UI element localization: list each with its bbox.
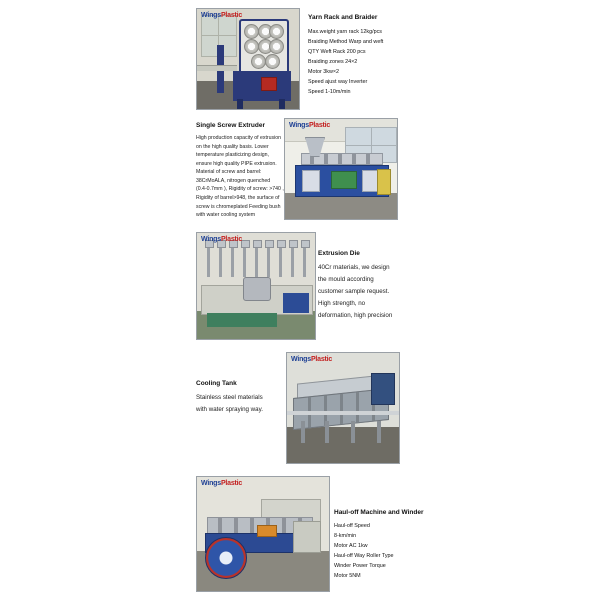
yarn-rack-braider-title: Yarn Rack and Braider (308, 14, 378, 21)
body-line: High production capacity of extrusion (196, 135, 282, 141)
yarn-rack-braider-specs (308, 27, 383, 97)
brand-word-plastic: Plastic (220, 236, 243, 243)
brand-word-wings: Wings (201, 12, 221, 19)
extrusion-die-photo (196, 232, 316, 340)
blue-cabinet (283, 293, 309, 313)
brand-word-plastic: Plastic (310, 356, 333, 363)
spec-line: Motor AC 1kw (334, 543, 368, 549)
green-control-panel (331, 171, 357, 189)
spec-line: Speed ajust way Inverter (308, 79, 368, 85)
body-line: with water cooling system (196, 212, 256, 219)
body-line: Stainless steel materials (196, 394, 263, 401)
orange-motor (257, 525, 277, 537)
brand-watermark (201, 12, 242, 19)
spec-line: Max.weight yarn rack 12kg/pcs (308, 29, 383, 35)
brand-watermark (201, 236, 242, 243)
brand-watermark (291, 356, 332, 363)
spec-line: Speed 1-10m/min (308, 89, 351, 95)
body-line: customer sample request. (318, 288, 390, 296)
haul-off-winder-photo (196, 476, 330, 592)
yellow-gearbox (377, 169, 391, 195)
body-line: ensure high quality PIPE extrusion. (196, 160, 277, 167)
body-line: 40Cr materials, we design (318, 264, 390, 271)
spec-line: 8-km/min (334, 533, 357, 539)
control-cabinet (371, 373, 395, 405)
spec-line: Winder Power Torque (334, 563, 386, 569)
green-floor-mat (207, 313, 277, 327)
winder-reel (205, 537, 247, 579)
brand-word-plastic: Plastic (308, 122, 331, 129)
brand-word-plastic: Plastic (220, 12, 243, 19)
body-line: 38CrMoALA, nitrogen quenched (196, 177, 271, 184)
body-line: deformation, high precision (318, 312, 393, 320)
brand-word-wings: Wings (289, 122, 309, 129)
single-screw-extruder-title: Single Screw Extruder (196, 122, 265, 129)
brand-watermark (201, 480, 242, 487)
red-control-box (261, 77, 277, 91)
body-line: temperature plasticizing design, (196, 152, 269, 159)
single-screw-extruder-photo (284, 118, 398, 220)
spec-line: Motor 5NM (334, 573, 361, 579)
haul-off-winder-specs (334, 521, 394, 581)
haul-off-winder-title: Haul-off Machine and Winder (334, 509, 424, 516)
cooling-tank-photo (286, 352, 400, 464)
braider-cage (239, 19, 289, 75)
yarn-rack-braider-photo (196, 8, 300, 110)
body-line: screw is chromeplated Feeding bush (196, 203, 281, 210)
extrusion-die-title: Extrusion Die (318, 250, 360, 257)
brand-word-wings: Wings (291, 356, 311, 363)
body-line: the mould according (318, 276, 374, 284)
spec-line: QTY Weft Rack 200 pcs (308, 49, 366, 55)
brand-word-wings: Wings (201, 236, 221, 243)
spec-line: Haul-off Speed (334, 523, 370, 529)
brand-watermark (289, 122, 330, 129)
cooling-tank-body (196, 392, 288, 416)
extrusion-die-body (318, 262, 428, 322)
extrusion-die-head (243, 277, 271, 301)
spec-line: Haul-off Way Roller Type (334, 553, 394, 559)
side-cabinet (293, 521, 321, 553)
spec-line: Motor 3kw×2 (308, 69, 340, 75)
cooling-tank-title: Cooling Tank (196, 380, 237, 387)
body-line: on the high quality basis. Lower (196, 143, 269, 150)
body-line: Rigidity of barrel>948, the surface of (196, 195, 280, 202)
water-pipe (287, 411, 399, 415)
brand-word-plastic: Plastic (220, 480, 243, 487)
die-rod-rack (203, 243, 307, 277)
body-line: with water spraying way. (196, 406, 263, 414)
body-line: Material of screw and barrel: (196, 169, 262, 176)
brand-word-wings: Wings (201, 480, 221, 487)
body-line: High strength, no (318, 300, 366, 308)
single-screw-extruder-body (196, 134, 284, 220)
guide-tube (197, 65, 237, 71)
body-line: (0.4-0.7mm ), Rigidity of screw: >740 , (196, 186, 284, 193)
spec-line: Braiding Method Warp and weft (308, 39, 384, 45)
tank-legs (297, 421, 387, 443)
spec-line: Braiding zones 24×2 (308, 59, 358, 65)
